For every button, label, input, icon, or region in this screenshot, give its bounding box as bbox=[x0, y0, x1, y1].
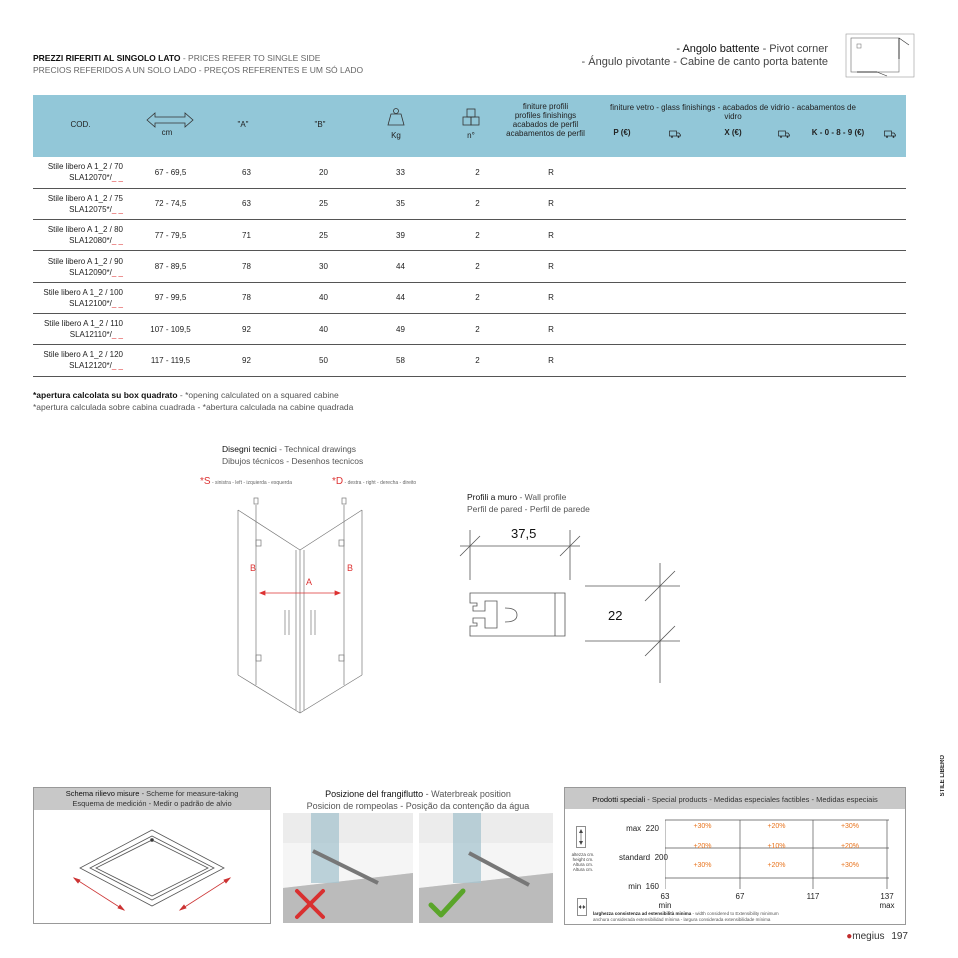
cell-0-0: +30% bbox=[693, 823, 712, 830]
finish-placeholder: _ _ bbox=[111, 173, 123, 183]
wall-title-bold: Profili a muro bbox=[467, 492, 518, 502]
title-en: - Pivot corner bbox=[759, 43, 828, 55]
cell-cm: 107 - 109,5 bbox=[133, 313, 208, 344]
cell-prices bbox=[586, 157, 906, 188]
label-max: max bbox=[626, 824, 642, 833]
product-code bbox=[33, 360, 123, 371]
header-line1-rest: - PRICES REFER TO SINGLE SIDE bbox=[180, 53, 321, 63]
cell-2-2: +30% bbox=[840, 862, 860, 869]
cell-n: 2 bbox=[439, 313, 516, 344]
label-min: min bbox=[628, 882, 642, 891]
measure-line2: Esquema de medición - Medir o padrão de alvio bbox=[72, 799, 232, 808]
height-label-pt: Altura cm. bbox=[572, 867, 594, 872]
height-label-en: height cm. bbox=[572, 857, 594, 862]
special-bold: Prodotti speciali bbox=[592, 795, 646, 804]
cell-prof: R bbox=[516, 251, 586, 282]
waterbreak-bold: Posizione del frangiflutto bbox=[325, 789, 424, 799]
finish-placeholder: _ _ bbox=[111, 330, 123, 340]
col-cm: cm bbox=[161, 128, 173, 137]
profili-it: finiture profili bbox=[522, 102, 569, 111]
cell-prices bbox=[586, 282, 906, 313]
cell-kg: 44 bbox=[362, 282, 439, 313]
cell-prices bbox=[586, 251, 906, 282]
d-mark: *D bbox=[332, 476, 344, 487]
cell-a: 71 bbox=[208, 220, 285, 251]
col-kg: Kg bbox=[391, 131, 401, 140]
tech-drawings-title bbox=[222, 443, 363, 467]
product-name: Stile libero A 1_2 / 120 bbox=[43, 350, 123, 360]
x-117: 117 bbox=[806, 892, 820, 901]
cell-prices bbox=[586, 220, 906, 251]
truck-icon bbox=[884, 130, 896, 138]
special-rest: - Special products - Medidas especiales factibles - Medidas especiais bbox=[645, 795, 878, 804]
measure-bold: Schema rilievo misure bbox=[65, 789, 140, 798]
code-text: SLA12080*/ bbox=[69, 236, 112, 246]
cell-0-1: +20% bbox=[767, 823, 786, 830]
product-code bbox=[33, 329, 123, 340]
cell-cm: 77 - 79,5 bbox=[133, 220, 208, 251]
width-arrows-icon bbox=[145, 111, 195, 129]
x-137 bbox=[875, 892, 899, 910]
waterbreak-correct-image bbox=[419, 813, 553, 923]
cell-name bbox=[33, 313, 133, 344]
code-text: SLA12070*/ bbox=[69, 173, 112, 183]
height-icon bbox=[576, 826, 586, 848]
label-b-left: B bbox=[250, 563, 257, 573]
cell-kg: 58 bbox=[362, 345, 439, 376]
waterbreak-wrong-image bbox=[283, 813, 413, 923]
price-x: X (€) bbox=[724, 128, 742, 137]
finish-placeholder: _ _ bbox=[111, 267, 123, 277]
note-rest: - *opening calculated on a squared cabine bbox=[177, 390, 339, 400]
pivot-corner-icon bbox=[845, 33, 915, 78]
cell-2-0: +30% bbox=[693, 862, 712, 869]
table-row bbox=[33, 251, 906, 282]
cell-a: 92 bbox=[208, 345, 285, 376]
height-label-it: altezza cm. bbox=[571, 852, 595, 857]
side-right-label bbox=[332, 476, 416, 487]
product-code bbox=[33, 172, 123, 183]
cell-kg: 33 bbox=[362, 157, 439, 188]
cell-a: 63 bbox=[208, 157, 285, 188]
measure-scheme-box bbox=[33, 787, 271, 924]
cell-a: 92 bbox=[208, 313, 285, 344]
cell-prices bbox=[586, 313, 906, 344]
cell-prices bbox=[586, 188, 906, 219]
special-cells bbox=[665, 823, 889, 881]
height-label-es: Altura cm. bbox=[572, 862, 594, 867]
width-bold: larghezza consistenza ad estensibilità minima bbox=[593, 911, 692, 916]
cell-2-1: +20% bbox=[767, 862, 786, 869]
cell-cm: 87 - 89,5 bbox=[133, 251, 208, 282]
cell-prof: R bbox=[516, 345, 586, 376]
value-max: 220 bbox=[645, 824, 659, 833]
table-row bbox=[33, 188, 906, 219]
profili-es: acabados de perfil bbox=[512, 120, 579, 129]
width-line2: anchura considerada extensibilidad mínima - largura considerada extensibilidade mínima bbox=[593, 916, 771, 922]
wall-height: 22 bbox=[608, 608, 623, 623]
height-label bbox=[568, 852, 598, 872]
finish-placeholder: _ _ bbox=[111, 298, 123, 308]
label-a: A bbox=[306, 577, 313, 587]
truck-icon bbox=[669, 130, 681, 138]
brand-name: megius bbox=[852, 931, 885, 942]
title-line2: - Ángulo pivotante - Cabine de canto porta batente bbox=[581, 56, 828, 68]
table-header-band bbox=[33, 95, 906, 157]
cell-b: 25 bbox=[285, 220, 362, 251]
cell-prof: R bbox=[516, 220, 586, 251]
header-line2: PRECIOS REFERIDOS A UN SOLO LADO - PREÇOS REFERENTES E UM SÓ LADO bbox=[33, 65, 364, 75]
width-rest: - width considered to Extensibility minimum bbox=[691, 911, 779, 916]
wall-line2: Perfil de pared - Perfil de parede bbox=[467, 504, 590, 514]
s-mark: *S bbox=[200, 476, 211, 487]
code-text: SLA12100*/ bbox=[69, 298, 112, 308]
product-name: Stile libero A 1_2 / 75 bbox=[47, 193, 123, 203]
cell-a: 63 bbox=[208, 188, 285, 219]
x-67: 67 bbox=[735, 892, 745, 901]
width-icon bbox=[577, 898, 587, 916]
cell-1-0: +20% bbox=[693, 843, 712, 850]
cell-a: 78 bbox=[208, 282, 285, 313]
side-section-label: STILE LIBERO bbox=[940, 755, 946, 797]
cell-name bbox=[33, 157, 133, 188]
tech-line2: Dibujos técnicos - Desenhos tecnicos bbox=[222, 456, 364, 466]
wall-profile-drawing bbox=[455, 518, 680, 688]
side-left-label bbox=[200, 476, 292, 487]
product-code bbox=[33, 204, 123, 215]
product-name: Stile libero A 1_2 / 70 bbox=[47, 162, 123, 172]
tech-title-bold: Disegni tecnici bbox=[222, 444, 277, 454]
cell-cm: 97 - 99,5 bbox=[133, 282, 208, 313]
measure-scheme-drawing bbox=[34, 810, 270, 923]
table-row bbox=[33, 345, 906, 376]
table-row bbox=[33, 220, 906, 251]
s-text: - sinistra - left - izquierda - esquerda bbox=[211, 480, 292, 486]
note-bold: *apertura calcolata su box quadrato bbox=[33, 390, 178, 400]
x-63-value: 63 bbox=[660, 892, 670, 901]
cell-kg: 49 bbox=[362, 313, 439, 344]
col-n: n° bbox=[467, 131, 475, 140]
wall-width: 37,5 bbox=[511, 526, 537, 541]
opening-note bbox=[33, 389, 353, 413]
measure-head bbox=[34, 788, 270, 810]
cell-cm: 117 - 119,5 bbox=[133, 345, 208, 376]
cell-1-2: +20% bbox=[840, 843, 860, 850]
product-code bbox=[33, 298, 123, 309]
profili-pt: acabamentos de perfil bbox=[506, 129, 585, 138]
cell-prof: R bbox=[516, 188, 586, 219]
finish-placeholder: _ _ bbox=[111, 204, 123, 214]
cell-b: 50 bbox=[285, 345, 362, 376]
code-text: SLA12075*/ bbox=[69, 204, 112, 214]
cell-kg: 35 bbox=[362, 188, 439, 219]
cell-cm: 72 - 74,5 bbox=[133, 188, 208, 219]
cell-a: 78 bbox=[208, 251, 285, 282]
waterbreak-line2: Posicion de rompeolas - Posição da contenção da água bbox=[306, 801, 530, 811]
product-name: Stile libero A 1_2 / 110 bbox=[43, 319, 123, 329]
table-row bbox=[33, 282, 906, 313]
cell-b: 40 bbox=[285, 282, 362, 313]
x-min-label: min bbox=[658, 901, 672, 910]
cell-prices bbox=[586, 345, 906, 376]
shower-technical-drawing bbox=[230, 495, 370, 715]
boxes-icon bbox=[461, 107, 481, 129]
cell-n: 2 bbox=[439, 251, 516, 282]
cell-kg: 39 bbox=[362, 220, 439, 251]
cell-n: 2 bbox=[439, 282, 516, 313]
finish-placeholder: _ _ bbox=[111, 236, 123, 246]
brand-logo: ● bbox=[846, 931, 853, 942]
x-137-value: 137 bbox=[880, 892, 894, 901]
page-number: 197 bbox=[891, 931, 908, 942]
cell-prof: R bbox=[516, 282, 586, 313]
label-b-right: B bbox=[347, 563, 354, 573]
header-line1-bold: PREZZI RIFERITI AL SINGOLO LATO bbox=[33, 53, 181, 63]
product-name: Stile libero A 1_2 / 100 bbox=[43, 287, 123, 297]
cell-name bbox=[33, 220, 133, 251]
code-text: SLA12120*/ bbox=[69, 361, 112, 371]
width-note bbox=[593, 911, 779, 922]
special-head bbox=[565, 788, 905, 809]
product-code bbox=[33, 235, 123, 246]
table-row bbox=[33, 313, 906, 344]
cell-n: 2 bbox=[439, 157, 516, 188]
cell-b: 40 bbox=[285, 313, 362, 344]
price-k: K - 0 - 8 - 9 (€) bbox=[811, 128, 865, 137]
cell-1-1: +10% bbox=[767, 843, 786, 850]
product-name: Stile libero A 1_2 / 80 bbox=[47, 225, 123, 235]
code-text: SLA12110*/ bbox=[69, 330, 112, 340]
truck-icon bbox=[778, 130, 790, 138]
d-text: - destra - right - derecha - direito bbox=[344, 480, 417, 486]
weight-icon bbox=[386, 107, 406, 127]
cell-cm: 67 - 69,5 bbox=[133, 157, 208, 188]
price-table bbox=[33, 157, 906, 377]
wall-title-rest: - Wall profile bbox=[517, 492, 567, 502]
value-min: 160 bbox=[645, 882, 659, 891]
product-title bbox=[582, 43, 828, 69]
cell-b: 30 bbox=[285, 251, 362, 282]
cell-name bbox=[33, 251, 133, 282]
code-text: SLA12090*/ bbox=[69, 267, 112, 277]
x-63 bbox=[653, 892, 677, 910]
special-products-box bbox=[564, 787, 906, 925]
col-cod: COD. bbox=[70, 120, 91, 129]
cell-b: 25 bbox=[285, 188, 362, 219]
cell-name bbox=[33, 188, 133, 219]
table-row bbox=[33, 157, 906, 188]
cell-name bbox=[33, 345, 133, 376]
col-profili bbox=[503, 102, 588, 138]
profili-en: profiles finishings bbox=[514, 111, 577, 120]
product-code bbox=[33, 267, 123, 278]
cell-prof: R bbox=[516, 313, 586, 344]
waterbreak-rest: - Waterbreak position bbox=[423, 789, 511, 799]
cell-kg: 44 bbox=[362, 251, 439, 282]
price-p: P (€) bbox=[613, 128, 631, 137]
wall-profile-title bbox=[467, 491, 590, 515]
title-main: - Angolo battente bbox=[676, 43, 760, 55]
x-max-label: max bbox=[879, 901, 895, 910]
page-footer bbox=[846, 931, 908, 942]
col-vetro: finiture vetro - glass finishings - acabados de vidrio - acabamentos de vidro bbox=[610, 103, 856, 121]
header-left bbox=[33, 52, 363, 76]
cell-n: 2 bbox=[439, 188, 516, 219]
product-name: Stile libero A 1_2 / 90 bbox=[47, 256, 123, 266]
measure-rest: - Scheme for measure-taking bbox=[139, 789, 239, 798]
cell-prof: R bbox=[516, 157, 586, 188]
cell-0-2: +30% bbox=[840, 823, 860, 830]
label-standard: standard bbox=[619, 853, 651, 862]
cell-b: 20 bbox=[285, 157, 362, 188]
value-standard: 200 bbox=[654, 853, 668, 862]
finish-placeholder: _ _ bbox=[111, 361, 123, 371]
col-a: "A" bbox=[237, 120, 249, 129]
waterbreak-title bbox=[283, 788, 553, 812]
cell-n: 2 bbox=[439, 345, 516, 376]
tech-title-rest: - Technical drawings bbox=[276, 444, 357, 454]
cell-name bbox=[33, 282, 133, 313]
note-line2: *apertura calculada sobre cabina cuadrada - *abertura calculada na cabine quadrada bbox=[33, 402, 354, 412]
col-b: "B" bbox=[314, 120, 326, 129]
cell-n: 2 bbox=[439, 220, 516, 251]
